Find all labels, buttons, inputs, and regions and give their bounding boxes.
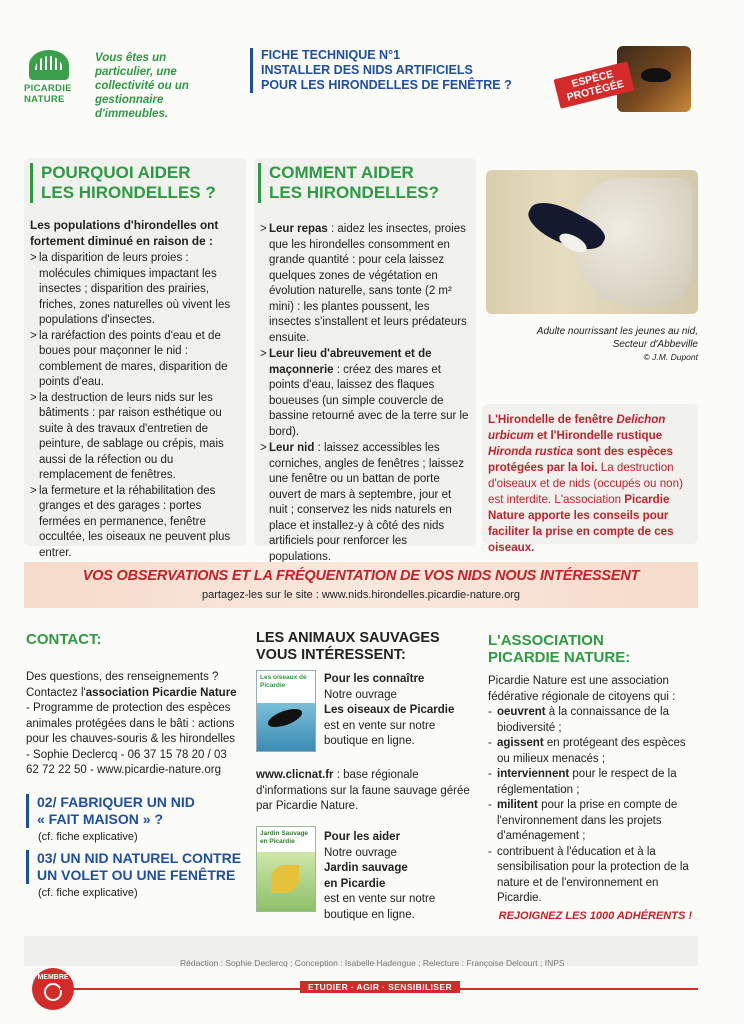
sheet-heading (250, 48, 541, 93)
why-list (30, 251, 242, 561)
banner-link[interactable]: partagez-les sur le site : www.nids.hirondelles.picardie-nature.org (202, 589, 520, 601)
fiche-2-note: (cf. fiche explicative) (38, 831, 138, 843)
protected-p5: Picardie Nature apporte les conseils pour faciliter la prise en compte de ces oiseaux. (488, 493, 674, 554)
protected-p4: La destruction d'oiseaux et de nids (occupés ou non) est interdite. L'association (488, 461, 683, 506)
animals-heading (256, 630, 440, 664)
footer-credits: Rédaction : Sophie Declercq ; Conception : Isabelle Hadengue ; Relecture : Françoise Delcourt ; INPS (180, 958, 565, 968)
protected-p1: L'Hirondelle de fenêtre (488, 413, 614, 426)
book-birds-l2: est en vente sur notre boutique en ligne. (324, 719, 436, 747)
book-birds-head: Pour les connaître (324, 673, 425, 685)
caption-line-2: Secteur d'Abbeville (612, 338, 698, 350)
how-item-text: : laissez accessibles les corniches, angles de fenêtres ; laissez une fenêtre ou un battan de porte ouvert de mars à septembre, jour et nuit ; conservez les nids naturels en place et installez-y à côté des nids artificiels pour renforcer les populations. (269, 442, 464, 563)
contact-org: association Picardie Nature (85, 686, 237, 699)
book-garden-l2: est en vente sur notre boutique en ligne. (324, 893, 436, 921)
protected-p2: et l'Hirondelle rustique (536, 429, 663, 442)
why-body (30, 218, 242, 561)
list-item: > la raréfaction des points d'eau et de boues pour maçonner le nid : comblement de mares, disparition de points d'eau. (30, 329, 242, 391)
swallow-photo (486, 170, 698, 314)
why-title-1: POURQUOI AIDER (41, 163, 191, 182)
sheet-label: FICHE TECHNIQUE N°1 (261, 48, 401, 62)
link-fiche-3[interactable] (26, 850, 255, 884)
species-1: Delichon urbicum (488, 413, 666, 442)
member-badge-label: MEMBRE (37, 974, 69, 981)
logo (24, 50, 76, 105)
animals-title-2: VOUS INTÉRESSENT: (256, 647, 406, 663)
how-item-text: : aidez les insectes, proies que les hirondelles consomment en grande quantité : pour cela laissez quelques zones de végétation en évolution naturelle, sans tonte (2 m² mini) : les plantes poussent, les insectes s'installent et leurs prédateurs ensuite. (269, 223, 467, 344)
animals-title-1: LES ANIMAUX SAUVAGES (256, 630, 440, 646)
contact-body (26, 670, 242, 779)
how-item-head: Leur nid (269, 442, 315, 454)
leaf-icon (271, 865, 299, 893)
banner-title: VOS OBSERVATIONS ET LA FRÉQUENTATION DE VOS NIDS NOUS INTÉRESSENT (82, 568, 640, 584)
photo-caption (486, 326, 698, 364)
sheet-title-1: INSTALLER DES NIDS ARTIFICIELS (261, 63, 473, 77)
book-cover-garden[interactable] (256, 826, 316, 912)
protected-p3: sont des espèces protégées par la loi. (488, 445, 673, 474)
list-item (260, 441, 472, 565)
link-fiche-2[interactable] (26, 794, 249, 828)
book-garden-name: Jardin sauvage en Picardie (324, 862, 408, 890)
how-item-head: Leur repas (269, 223, 328, 235)
list-item: > la destruction de leurs nids sur les bâtiments : par raison esthétique ou suite à des travaux d'entretien de peinture, de sablage ou crépis, mais aussi de la réfection ou du remplacement de fenêtres. (30, 391, 242, 484)
list-item: - militent pour la prise en compte de l'environnement dans les projets d'aménagement ; (488, 798, 698, 845)
fiche-3-note: (cf. fiche explicative) (38, 887, 138, 899)
list-item: > la fermeture et la réhabilitation des granges et des garages : portes fermées en permanence, fenêtre occultée, les oiseaux ne peuvent plus entrer. (30, 484, 242, 562)
fiche-3-title-1: 03/ UN NID NATUREL CONTRE (37, 850, 242, 866)
how-item-head: Leur lieu d'abreuvement et de maçonnerie (269, 348, 432, 376)
how-title-2: LES HIRONDELLES? (269, 183, 440, 202)
list-item (260, 347, 472, 440)
clicnat-text: : base régionale d'informations sur la faune sauvage gérée par Picardie Nature. (256, 769, 470, 812)
list-item: - interviennent pour le respect de la réglementation ; (488, 767, 698, 798)
contact-text: Des questions, des renseignements ? Contactez l' (26, 671, 219, 699)
fiche-2-title-1: 02/ FABRIQUER UN NID (37, 794, 195, 810)
contact-title: CONTACT: (26, 631, 102, 648)
how-heading (258, 163, 439, 203)
hedgehog-logo-icon (29, 50, 69, 80)
book-cover-birds[interactable] (256, 670, 316, 752)
book-garden-head: Pour les aider (324, 831, 401, 843)
book-garden-l1: Notre ouvrage (324, 846, 397, 859)
fiche-3-title-2: UN VOLET OU UNE FENÊTRE (37, 867, 236, 883)
logo-line2: NATURE (24, 94, 65, 105)
logo-line1: PICARDIE (24, 83, 72, 94)
book-garden-info (324, 830, 474, 923)
association-body (488, 674, 698, 907)
bird-icon (266, 705, 305, 730)
how-item-text: : créez des mares et points d'eau, laissez des flaques boueuses (un simple couvercle de bassine retourné avec de la terre sur le bord). (269, 363, 469, 438)
association-list (488, 705, 698, 907)
protected-badge: ESPÈCE PROTÉGÉE (553, 61, 634, 108)
book-birds-name: Les oiseaux de Picardie (324, 704, 455, 716)
book-birds-info (324, 672, 474, 750)
list-item: > la disparition de leurs proies : molécules chimiques impactant les insectes ; disparition des prairies, friches, zones naturelles où vivent les populations d'insectes. (30, 251, 242, 329)
why-title-2: LES HIRONDELLES ? (41, 183, 216, 202)
photo-credit: © J.M. Dupont (643, 352, 698, 362)
join-cta[interactable]: REJOIGNEZ LES 1000 ADHÉRENTS ! (498, 910, 692, 922)
list-item: - oeuvrent à la connaissance de la biodiversité ; (488, 705, 698, 736)
association-title-2: PICARDIE NATURE: (488, 649, 631, 666)
clicnat-link[interactable]: www.clicnat.fr (256, 769, 334, 781)
book-birds-l1: Notre ouvrage (324, 688, 397, 701)
audience-text: Vous êtes un particulier, une collectivité ou un gestionnaire d'immeubles. (95, 52, 189, 120)
how-title-1: COMMENT AIDER (269, 163, 414, 182)
association-title-1: L'ASSOCIATION (488, 632, 604, 649)
association-intro: Picardie Nature est une association fédérative régionale de citoyens qui : (488, 675, 676, 703)
list-item (260, 222, 472, 346)
why-heading (30, 163, 216, 203)
contact-text-2: - Programme de protection des espèces animales protégées dans le bâti : actions pour les chauves-souris & les hirondelles - Sophie Declercq - 06 37 15 78 20 / 03 62 72 22 50 - www.picardie-nature.org (26, 702, 236, 776)
book-cover-title: Jardin Sauvage en Picardie (260, 830, 309, 845)
globe-icon (44, 983, 62, 1001)
list-item: - agissent en protégeant des espèces ou milieux menacés ; (488, 736, 698, 767)
footer-slogan: ETUDIER · AGIR · SENSIBILISER (300, 981, 460, 993)
list-item: - contribuent à l'éducation et à la sensibilisation pour la protection de la nature et de l'environnement en Picardie. (488, 845, 698, 907)
caption-line-1: Adulte nourrissant les jeunes au nid, (536, 326, 698, 337)
how-body (260, 222, 472, 565)
clicnat-info (256, 768, 474, 815)
sheet-title-2: POUR LES HIRONDELLES DE FENÊTRE ? (261, 78, 512, 92)
book-cover-title: Les oiseaux de Picardie (260, 674, 307, 689)
fiche-2-title-2: « FAIT MAISON » ? (37, 811, 164, 827)
how-list (260, 222, 472, 565)
association-heading (488, 632, 630, 666)
bird-icon (641, 68, 671, 82)
protected-text (488, 412, 696, 556)
species-2: Hironda rustica (488, 445, 574, 458)
why-lead: Les populations d'hirondelles ont fortement diminué en raison de : (30, 218, 219, 248)
